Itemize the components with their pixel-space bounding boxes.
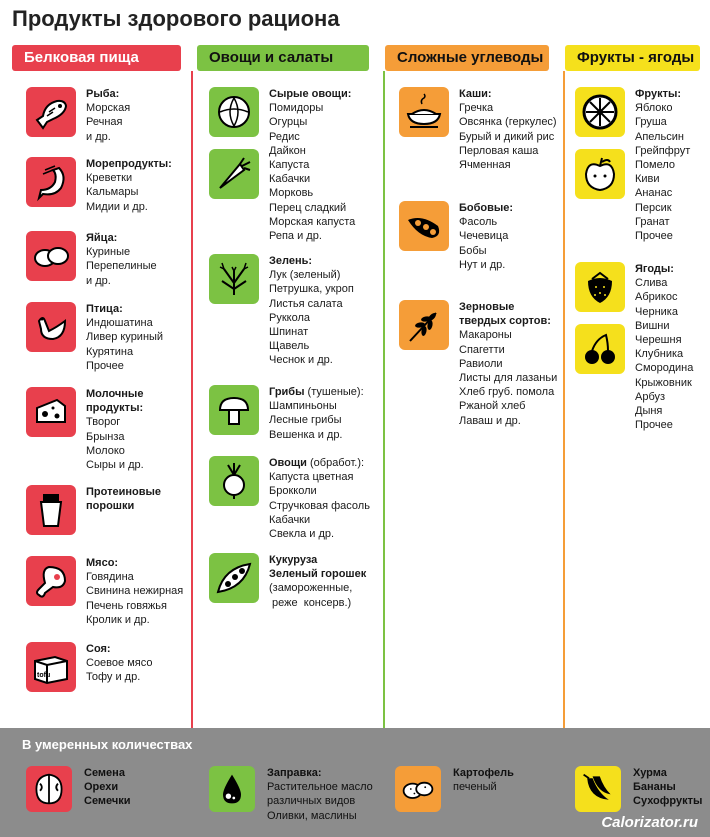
item-line: различных видов <box>267 795 356 808</box>
moderate-section <box>0 728 710 837</box>
item-line: Сыры и др. <box>86 459 144 472</box>
item-line: Гранат <box>635 215 670 228</box>
item-line: Ячменная <box>459 159 511 172</box>
item-line: Петрушка, укроп <box>269 283 354 296</box>
item-line: Грейпфрут <box>635 144 691 157</box>
item-line: Абрикос <box>635 291 678 304</box>
item-line: Морская капуста <box>269 215 356 228</box>
item-heading: порошки <box>86 500 135 513</box>
item-line: Свинина нежирная <box>86 585 184 598</box>
item-line: Клубника <box>635 348 684 361</box>
walnut-icon <box>26 766 72 812</box>
item-line: Кролик и др. <box>86 613 150 626</box>
watermark-logo: Calorizator.ru <box>601 814 698 831</box>
item-line: Перловая каша <box>459 144 539 157</box>
item-heading: Сухофрукты <box>633 795 703 808</box>
item-heading: Морепродукты: <box>86 158 172 170</box>
peapod-icon <box>209 553 259 603</box>
item-line: Свекла и др. <box>269 528 335 541</box>
tofu-label: tofu <box>37 672 51 679</box>
column-header-fruits: Фрукты - ягоды <box>565 45 700 71</box>
item-line: Груша <box>635 116 667 129</box>
item-line: Бурый и дикий рис <box>459 130 555 143</box>
apple-icon <box>575 149 625 199</box>
item-heading: Соя: <box>86 643 111 655</box>
item-heading: Семечки <box>84 795 131 808</box>
item-line: Чечевица <box>459 230 509 243</box>
item-line: Прочее <box>635 419 673 432</box>
item-line: Помидоры <box>269 102 324 115</box>
item-line: Листы для лазаньи <box>459 372 558 385</box>
item-line: Брынза <box>86 430 125 443</box>
page-title: Продукты здорового рациона <box>12 6 340 31</box>
item-line: Киви <box>635 173 660 186</box>
item-line: Нут и др. <box>459 258 506 271</box>
item-heading: Бобовые: <box>459 202 514 214</box>
chicken-icon <box>26 302 76 352</box>
item-heading-note: (обработ.): <box>306 457 365 469</box>
item-line: Равиоли <box>459 357 503 370</box>
item-line: Редис <box>269 130 300 143</box>
item-line: Молоко <box>86 444 125 457</box>
column-protein <box>12 71 193 728</box>
item-heading: Зелень: <box>269 255 313 267</box>
cheese-icon <box>26 387 76 437</box>
item-line: Черника <box>635 305 678 318</box>
item-line: Апельсин <box>635 130 684 143</box>
item-line: Яблоко <box>635 102 673 115</box>
column-header-protein: Белковая пища <box>12 45 181 71</box>
item-heading: Орехи <box>84 781 119 794</box>
item-line: Овсянка (геркулес) <box>459 116 557 129</box>
item-heading: Фрукты: <box>635 88 682 100</box>
moderate-title: В умеренных количествах <box>22 737 193 752</box>
item-line: Вешенка и др. <box>269 428 343 441</box>
item-line: Шпинат <box>269 326 309 339</box>
item-line: Мидии и др. <box>86 200 148 213</box>
item-line: Куриные <box>86 246 131 259</box>
item-heading: Хурма <box>633 767 667 779</box>
item-line: Персик <box>635 201 672 214</box>
item-line: Хлеб груб. помола <box>459 386 555 399</box>
item-line: Креветки <box>86 172 133 185</box>
item-line: Гречка <box>459 102 494 115</box>
item-line: Прочее <box>635 230 673 243</box>
item-line: Листья салата <box>269 297 343 310</box>
item-line: Макароны <box>459 329 512 342</box>
item-line: Перепелиные <box>86 260 157 273</box>
item-line: Крыжовник <box>635 376 692 389</box>
item-heading: Зерновые <box>459 301 515 313</box>
item-heading: Сырые овощи: <box>269 88 352 100</box>
item-line: Перец сладкий <box>269 201 347 214</box>
item-heading: Молочные <box>86 388 144 400</box>
item-heading: Каши: <box>459 88 492 100</box>
column-header-carbs: Сложные углеводы <box>385 45 549 71</box>
citrus-slice-icon <box>575 87 625 137</box>
item-line: Шампиньоны <box>269 400 337 413</box>
item-line: Чеснок и др. <box>269 354 333 367</box>
carrot-icon <box>209 149 259 199</box>
item-heading: Бананы <box>633 781 676 794</box>
item-heading: Картофель <box>453 767 514 779</box>
item-line: Помело <box>635 159 675 172</box>
item-line: Ливер куриный <box>86 331 164 344</box>
item-line: Слива <box>635 277 668 290</box>
item-line: Говядина <box>86 571 134 584</box>
item-line: и др. <box>86 274 111 287</box>
item-line: Тофу и др. <box>86 671 141 684</box>
item-line: Речная <box>86 116 123 129</box>
item-heading: Заправка: <box>267 767 322 779</box>
item-line: Фасоль <box>459 216 498 229</box>
item-heading-note: (тушеные): <box>304 386 364 398</box>
cabbage-icon <box>209 87 259 137</box>
shrimp-icon <box>26 157 76 207</box>
oil-drop-icon <box>209 766 255 812</box>
item-heading: Ягоды: <box>635 263 674 275</box>
item-line: Лаваш и др. <box>459 414 521 427</box>
item-line: Растительное масло <box>267 781 373 794</box>
item-heading: Протеиновые <box>86 486 161 498</box>
potato-icon <box>395 766 441 812</box>
item-heading: твердых сортов: <box>459 315 551 328</box>
item-line: Печень говяжья <box>86 599 167 612</box>
item-line: Дыня <box>635 405 663 418</box>
item-line: Репа и др. <box>269 230 322 243</box>
item-line: реже консерв.) <box>269 596 352 609</box>
strawberry-icon <box>575 262 625 312</box>
item-line: Ананас <box>635 187 673 200</box>
beet-icon <box>209 456 259 506</box>
dill-icon <box>209 254 259 304</box>
item-heading: Рыба: <box>86 88 120 100</box>
item-line: Стручковая фасоль <box>269 499 370 512</box>
item-heading: Птица: <box>86 303 123 315</box>
meat-leg-icon <box>26 556 76 606</box>
item-line: Индюшатина <box>86 317 153 330</box>
item-line: Ржаной хлеб <box>459 400 526 413</box>
item-line: Кабачки <box>269 173 311 186</box>
item-line: Огурцы <box>269 116 308 129</box>
tofu-box-icon <box>26 642 76 692</box>
item-line: Руккола <box>269 311 310 324</box>
fish-icon <box>26 87 76 137</box>
item-line: Морская <box>86 102 131 115</box>
bowl-icon <box>399 87 449 137</box>
item-line: Дайкон <box>269 144 306 157</box>
column-header-vegetables: Овощи и салаты <box>197 45 369 71</box>
item-line: Спагетти <box>459 343 505 356</box>
item-heading: Зеленый горошек <box>269 568 367 581</box>
item-line: Лесные грибы <box>269 414 342 427</box>
item-heading: продукты: <box>86 402 144 415</box>
item-line: печеный <box>453 781 497 794</box>
item-line: Смородина <box>635 362 694 375</box>
item-heading: Овощи <box>269 457 307 469</box>
shaker-icon <box>26 485 76 535</box>
item-line: Кальмары <box>86 186 139 199</box>
item-heading: Кукуруза <box>269 554 318 566</box>
cherry-icon <box>575 324 625 374</box>
item-line: Оливки, маслины <box>267 809 357 822</box>
item-line: Соевое мясо <box>86 657 153 670</box>
item-heading: Семена <box>84 767 125 779</box>
column-carbs <box>385 71 565 728</box>
item-line: Капуста цветная <box>269 471 354 484</box>
banana-icon <box>575 766 621 812</box>
item-line: (замороженные, <box>269 582 353 595</box>
item-line: Бобы <box>459 244 487 257</box>
item-line: Брокколи <box>269 485 317 498</box>
item-line: Арбуз <box>635 390 666 403</box>
column-vegetables <box>195 71 385 728</box>
item-heading: Яйца: <box>86 232 118 244</box>
item-line: Вишни <box>635 319 670 332</box>
item-heading: Грибы <box>269 386 305 398</box>
item-line: Прочее <box>86 359 124 372</box>
item-line: Морковь <box>269 187 314 200</box>
item-line: Лук (зеленый) <box>269 269 341 282</box>
item-line: и др. <box>86 130 111 143</box>
column-fruits <box>565 71 710 728</box>
item-line: Творог <box>86 416 121 429</box>
beans-icon <box>399 201 449 251</box>
item-line: Капуста <box>269 159 310 172</box>
item-line: Черешня <box>635 334 682 347</box>
item-line: Курятина <box>86 345 134 358</box>
item-heading: Мясо: <box>86 557 119 569</box>
wheat-icon <box>399 300 449 350</box>
mushroom-icon <box>209 385 259 435</box>
item-line: Кабачки <box>269 513 311 526</box>
item-line: Щавель <box>269 340 310 353</box>
eggs-icon <box>26 231 76 281</box>
